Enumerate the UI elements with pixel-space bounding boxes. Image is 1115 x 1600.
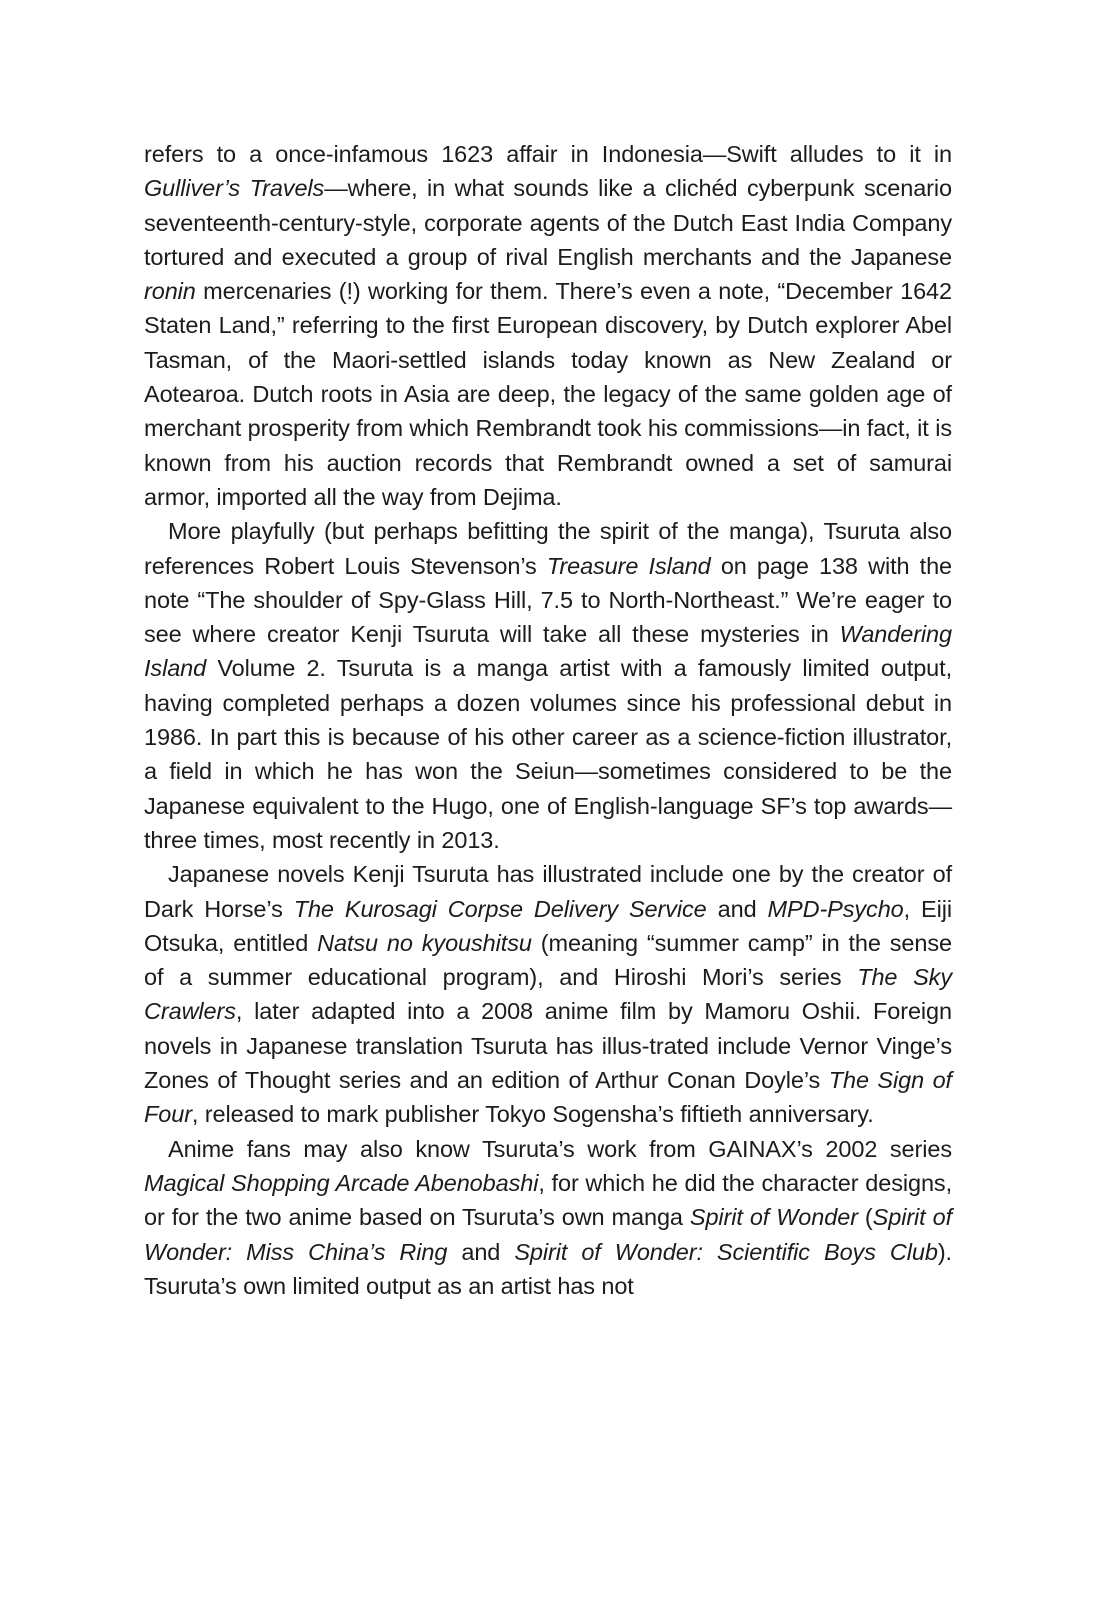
italic-title: MPD-Psycho — [767, 895, 904, 922]
italic-title: Natsu no kyoushitsu — [317, 929, 532, 956]
text-run: More playfully (but perhaps befitting the spirit of the manga), Tsuruta also references Robert Louis Stevenson’s — [144, 518, 952, 579]
text-run: , for which he did the character designs, or for the two anime based on Tsuruta’s own manga — [144, 1169, 952, 1231]
text-run: mercenaries (!) working for them. There’s even a note, “December 1642 Staten Land,” referring to the first European discovery, by Dutch explorer Abel Tasman, of the Maori-settled islands today known as New Zealand or Aotearoa. Dutch roots in Asia are deep, the legacy of the same golden age of merchant prosperity from which Rembrandt took his commissions—in fact, it is known from his auction records that Rembrandt owned a set of samurai armor, imported all the way from Dejima. — [144, 278, 952, 510]
italic-title: Spirit of Wonder — [689, 1204, 858, 1231]
italic-title: Spirit of Wonder: Miss China’s Ring — [144, 1204, 952, 1265]
text-run: —where, in what sounds like a clichéd cyberpunk scenario seventeenth-century-style, corporate agents of the Dutch East India Company tortured and executed a group of rival English merchants and the Japanese — [144, 175, 953, 270]
text-run: and — [706, 895, 768, 922]
text-run: , later adapted into a 2008 anime film by Mamoru Oshii. Foreign novels in Japanese translation Tsuruta has illus-trated include Vernor Vinge’s Zones of Thought series and an edition of Arthur Conan Doyle’s — [144, 998, 952, 1094]
italic-title: Wandering Island — [144, 621, 952, 682]
text-run: Volume 2. Tsuruta is a manga artist with a famously limited output, having completed perhaps a dozen volumes since his professional debut in 1986. In part this is because of his other career as a science-fiction illustrator, a field in which he has won the Seiun—sometimes considered to be the Japanese equivalent to the Hugo, one of English-language SF’s top awards—three times, most recently in 2013. — [144, 655, 952, 853]
text-run: ( — [857, 1204, 873, 1231]
italic-title: Spirit of Wonder: Scientific Boys Club — [514, 1238, 938, 1265]
text-run: ). Tsuruta’s own limited output as an artist has not — [144, 1238, 952, 1299]
text-run: and — [447, 1238, 515, 1265]
paragraph-3 — [144, 857, 952, 1131]
italic-title: The Sign of Four — [144, 1067, 952, 1128]
italic-title: Gulliver’s Travels — [144, 175, 325, 202]
text-run: (meaning “summer camp” in the sense of a summer educational program), and Hiroshi Mori’s series — [144, 929, 952, 991]
italic-title: Magical Shopping Arcade Abenobashi — [144, 1169, 539, 1196]
text-run: Anime fans may also know Tsuruta’s work from GAINAX’s 2002 series — [168, 1135, 952, 1162]
italic-term: ronin — [144, 278, 196, 305]
paragraph-4 — [144, 1132, 952, 1303]
text-run: , released to mark publisher Tokyo Sogensha’s fiftieth anniversary. — [191, 1101, 874, 1128]
italic-title: The Kurosagi Corpse Delivery Service — [293, 895, 707, 922]
page-body — [144, 137, 952, 1303]
text-run: , Eiji Otsuka, entitled — [144, 895, 952, 956]
text-run: refers to a once-infamous 1623 affair in Indonesia—Swift alludes to it in — [144, 141, 952, 167]
paragraph-2 — [144, 514, 952, 857]
paragraph-1 — [144, 137, 952, 514]
italic-title: The Sky Crawlers — [144, 964, 952, 1025]
text-run: Japanese novels Kenji Tsuruta has illustrated include one by the creator of Dark Horse’s — [144, 861, 952, 922]
text-run: on page 138 with the note “The shoulder of Spy-Glass Hill, 7.5 to North-Northeast.” We’re eager to see where creator Kenji Tsuruta will take all these mysteries in — [144, 552, 953, 648]
italic-title: Treasure Island — [546, 552, 711, 579]
